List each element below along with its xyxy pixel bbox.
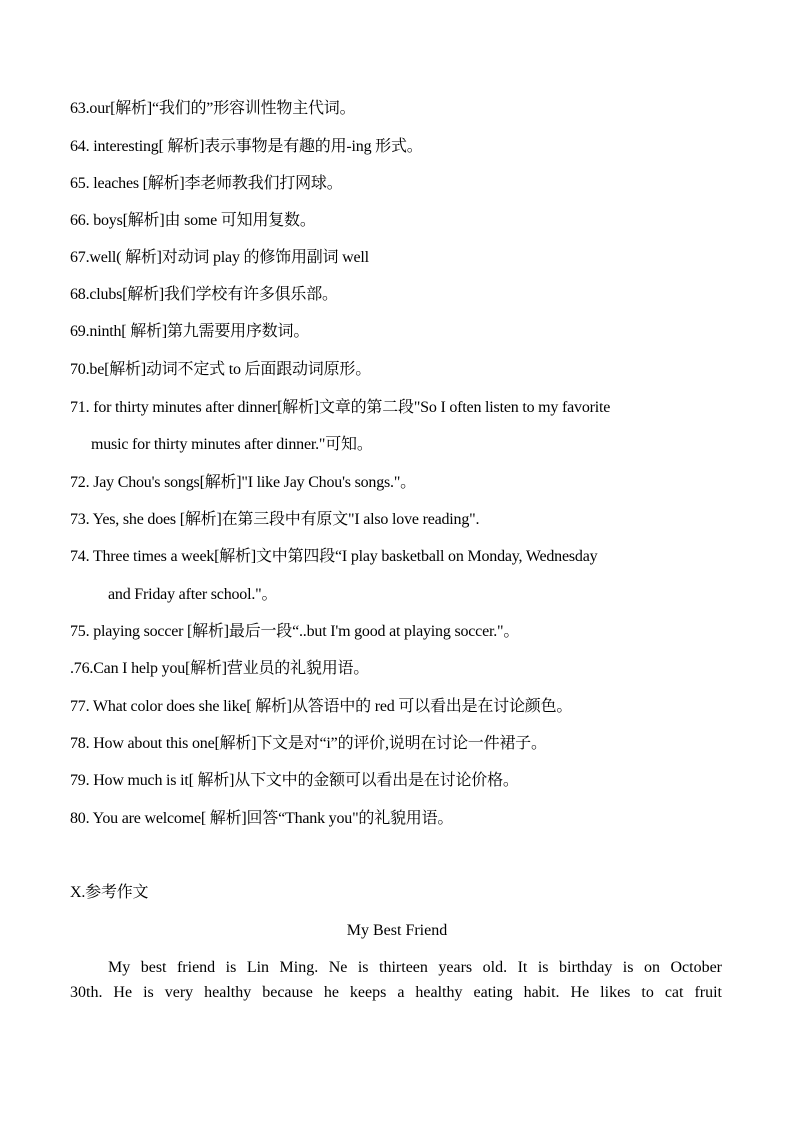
answer-71: 71. for thirty minutes after dinner[解析]文章的第二段"So I often listen to my favorite (70, 399, 611, 416)
answer-70: 70.be[解析]动词不定式 to 后面跟动词原形。 (70, 361, 372, 378)
answer-69: 69.ninth[ 解析]第九需要用序数词。 (70, 323, 310, 340)
answer-75: 75. playing soccer [解析]最后一段“..but I'm good at playing soccer."。 (70, 623, 520, 640)
answer-76: .76.Can I help you[解析]营业员的礼貌用语。 (70, 660, 370, 677)
essay-line-1: My best friend is Lin Ming. Ne is thirteen years old. It is birthday is on October (108, 959, 722, 976)
answer-67: 67.well( 解析]对动词 play 的修饰用副词 well (70, 249, 369, 266)
answer-72: 72. Jay Chou's songs[解析]"I like Jay Chou's songs."。 (70, 474, 416, 491)
answer-79: 79. How much is it[ 解析]从下文中的金额可以看出是在讨论价格。 (70, 772, 519, 789)
answer-68: 68.clubs[解析]我们学校有许多俱乐部。 (70, 286, 338, 303)
essay-line-2: 30th. He is very healthy because he keeps a healthy eating habit. He likes to cat fruit (70, 984, 722, 1001)
answer-73: 73. Yes, she does [解析]在第三段中有原文"I also love reading". (70, 511, 480, 528)
answer-74-continued: and Friday after school."。 (108, 586, 278, 603)
section-title: X.参考作文 (70, 884, 149, 901)
essay-title: My Best Friend (346, 922, 448, 939)
answer-66: 66. boys[解析]由 some 可知用复数。 (70, 212, 316, 229)
answer-74: 74. Three times a week[解析]文中第四段“I play basketball on Monday, Wednesday (70, 548, 598, 565)
answer-64: 64. interesting[ 解析]表示事物是有趣的用-ing 形式。 (70, 138, 423, 155)
answer-63: 63.our[解析]“我们的”形容训性物主代词。 (70, 100, 356, 117)
answer-78: 78. How about this one[解析]下文是对“i”的评价,说明在讨论一件裙子。 (70, 735, 547, 752)
answer-71-continued: music for thirty minutes after dinner."可知。 (91, 436, 373, 453)
answer-65: 65. leaches [解析]李老师教我们打网球。 (70, 175, 343, 192)
answer-77: 77. What color does she like[ 解析]从答语中的 red 可以看出是在讨论颜色。 (70, 698, 573, 715)
answer-80: 80. You are welcome[ 解析]回答“Thank you"的礼貌用语。 (70, 810, 454, 827)
